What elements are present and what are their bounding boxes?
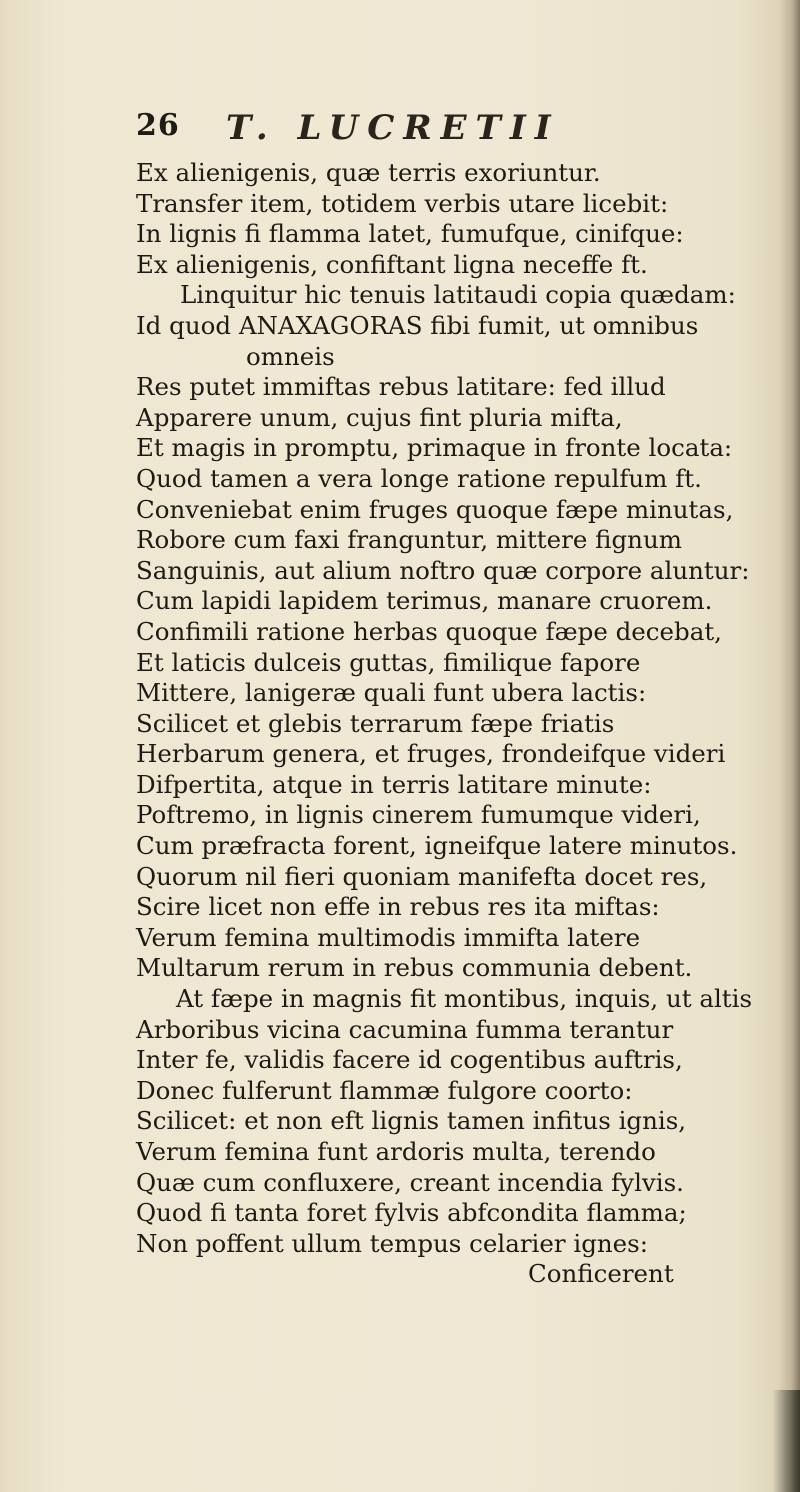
text-line: omneis [246,341,335,371]
text-line: Inter fe, validis facere id cogentibus auftris, [136,1045,683,1075]
text-line: Verum femina multimodis immifta latere [136,922,641,952]
text-line: Et laticis dulceis guttas, fimilique fapore [136,647,641,677]
text-line: Donec fulferunt flammæ fulgore coorto: [136,1075,633,1105]
text-line: Quorum nil fieri quoniam manifefta docet res, [136,861,708,891]
text-line: Transfer item, totidem verbis utare licebit: [136,188,669,218]
page-number: 26 [136,108,180,143]
text-line: Quod fi tanta foret fylvis abfcondita flamma; [136,1198,687,1228]
text-line: Id quod ANAXAGORAS fibi fumit, ut omnibus [136,310,699,340]
text-line: Cum præfracta forent, igneifque latere minutos. [136,831,738,861]
verse-text [136,158,776,1290]
text-line: Ex alienigenis, quæ terris exoriuntur. [136,158,601,187]
text-line: Quæ cum confluxere, creant incendia fylvis. [136,1167,684,1197]
text-line: Non poffent ullum tempus celarier ignes: [136,1228,648,1258]
text-line: Arboribus vicina cacumina fumma terantur [136,1014,674,1044]
page-header [136,108,696,148]
text-line: Linquitur hic tenuis latitaudi copia quædam: [180,280,736,310]
scan-edge-mark [772,1390,800,1492]
text-line: Et magis in promptu, primaque in fronte locata: [136,433,733,463]
text-line: In lignis fi flamma latet, fumufque, cinifque: [136,219,684,249]
text-line: At fæpe in magnis fit montibus, inquis, ut altis [176,984,753,1014]
text-line: Confimili ratione herbas quoque fæpe decebat, [136,616,722,646]
text-line: Difpertita, atque in terris latitare minute: [136,769,652,799]
text-line: Res putet immiftas rebus latitare: fed illud [136,372,666,402]
text-line: Scilicet: et non eft lignis tamen infitus ignis, [136,1106,687,1136]
text-line: Apparere unum, cujus fint pluria mifta, [136,402,623,432]
catchword: Conficerent [528,1259,674,1289]
text-line: Multarum rerum in rebus communia debent. [136,953,693,983]
text-line: Quod tamen a vera longe ratione repulfum ft. [136,463,702,493]
page-edge-shadow [778,0,800,1492]
text-line: Scire licet non effe in rebus res ita miftas: [136,892,660,922]
text-line: Herbarum genera, et fruges, frondeifque videri [136,739,726,769]
text-line: Scilicet et glebis terrarum fæpe friatis [136,708,615,738]
text-line: Robore cum faxi franguntur, mittere fignum [136,525,682,555]
text-line: Mittere, lanigeræ quali funt ubera lactis: [136,678,647,708]
text-line: Sanguinis, aut alium noftro quæ corpore aluntur: [136,555,750,585]
text-line: Ex alienigenis, confiftant ligna neceffe ft. [136,249,648,279]
text-line: Verum femina funt ardoris multa, terendo [136,1137,656,1166]
text-line: Poftremo, in lignis cinerem fumumque videri, [136,800,701,830]
running-title: T. LUCRETII [226,108,560,148]
text-line: Conveniebat enim fruges quoque fæpe minutas, [136,494,734,524]
text-line: Cum lapidi lapidem terimus, manare cruorem. [136,586,713,616]
